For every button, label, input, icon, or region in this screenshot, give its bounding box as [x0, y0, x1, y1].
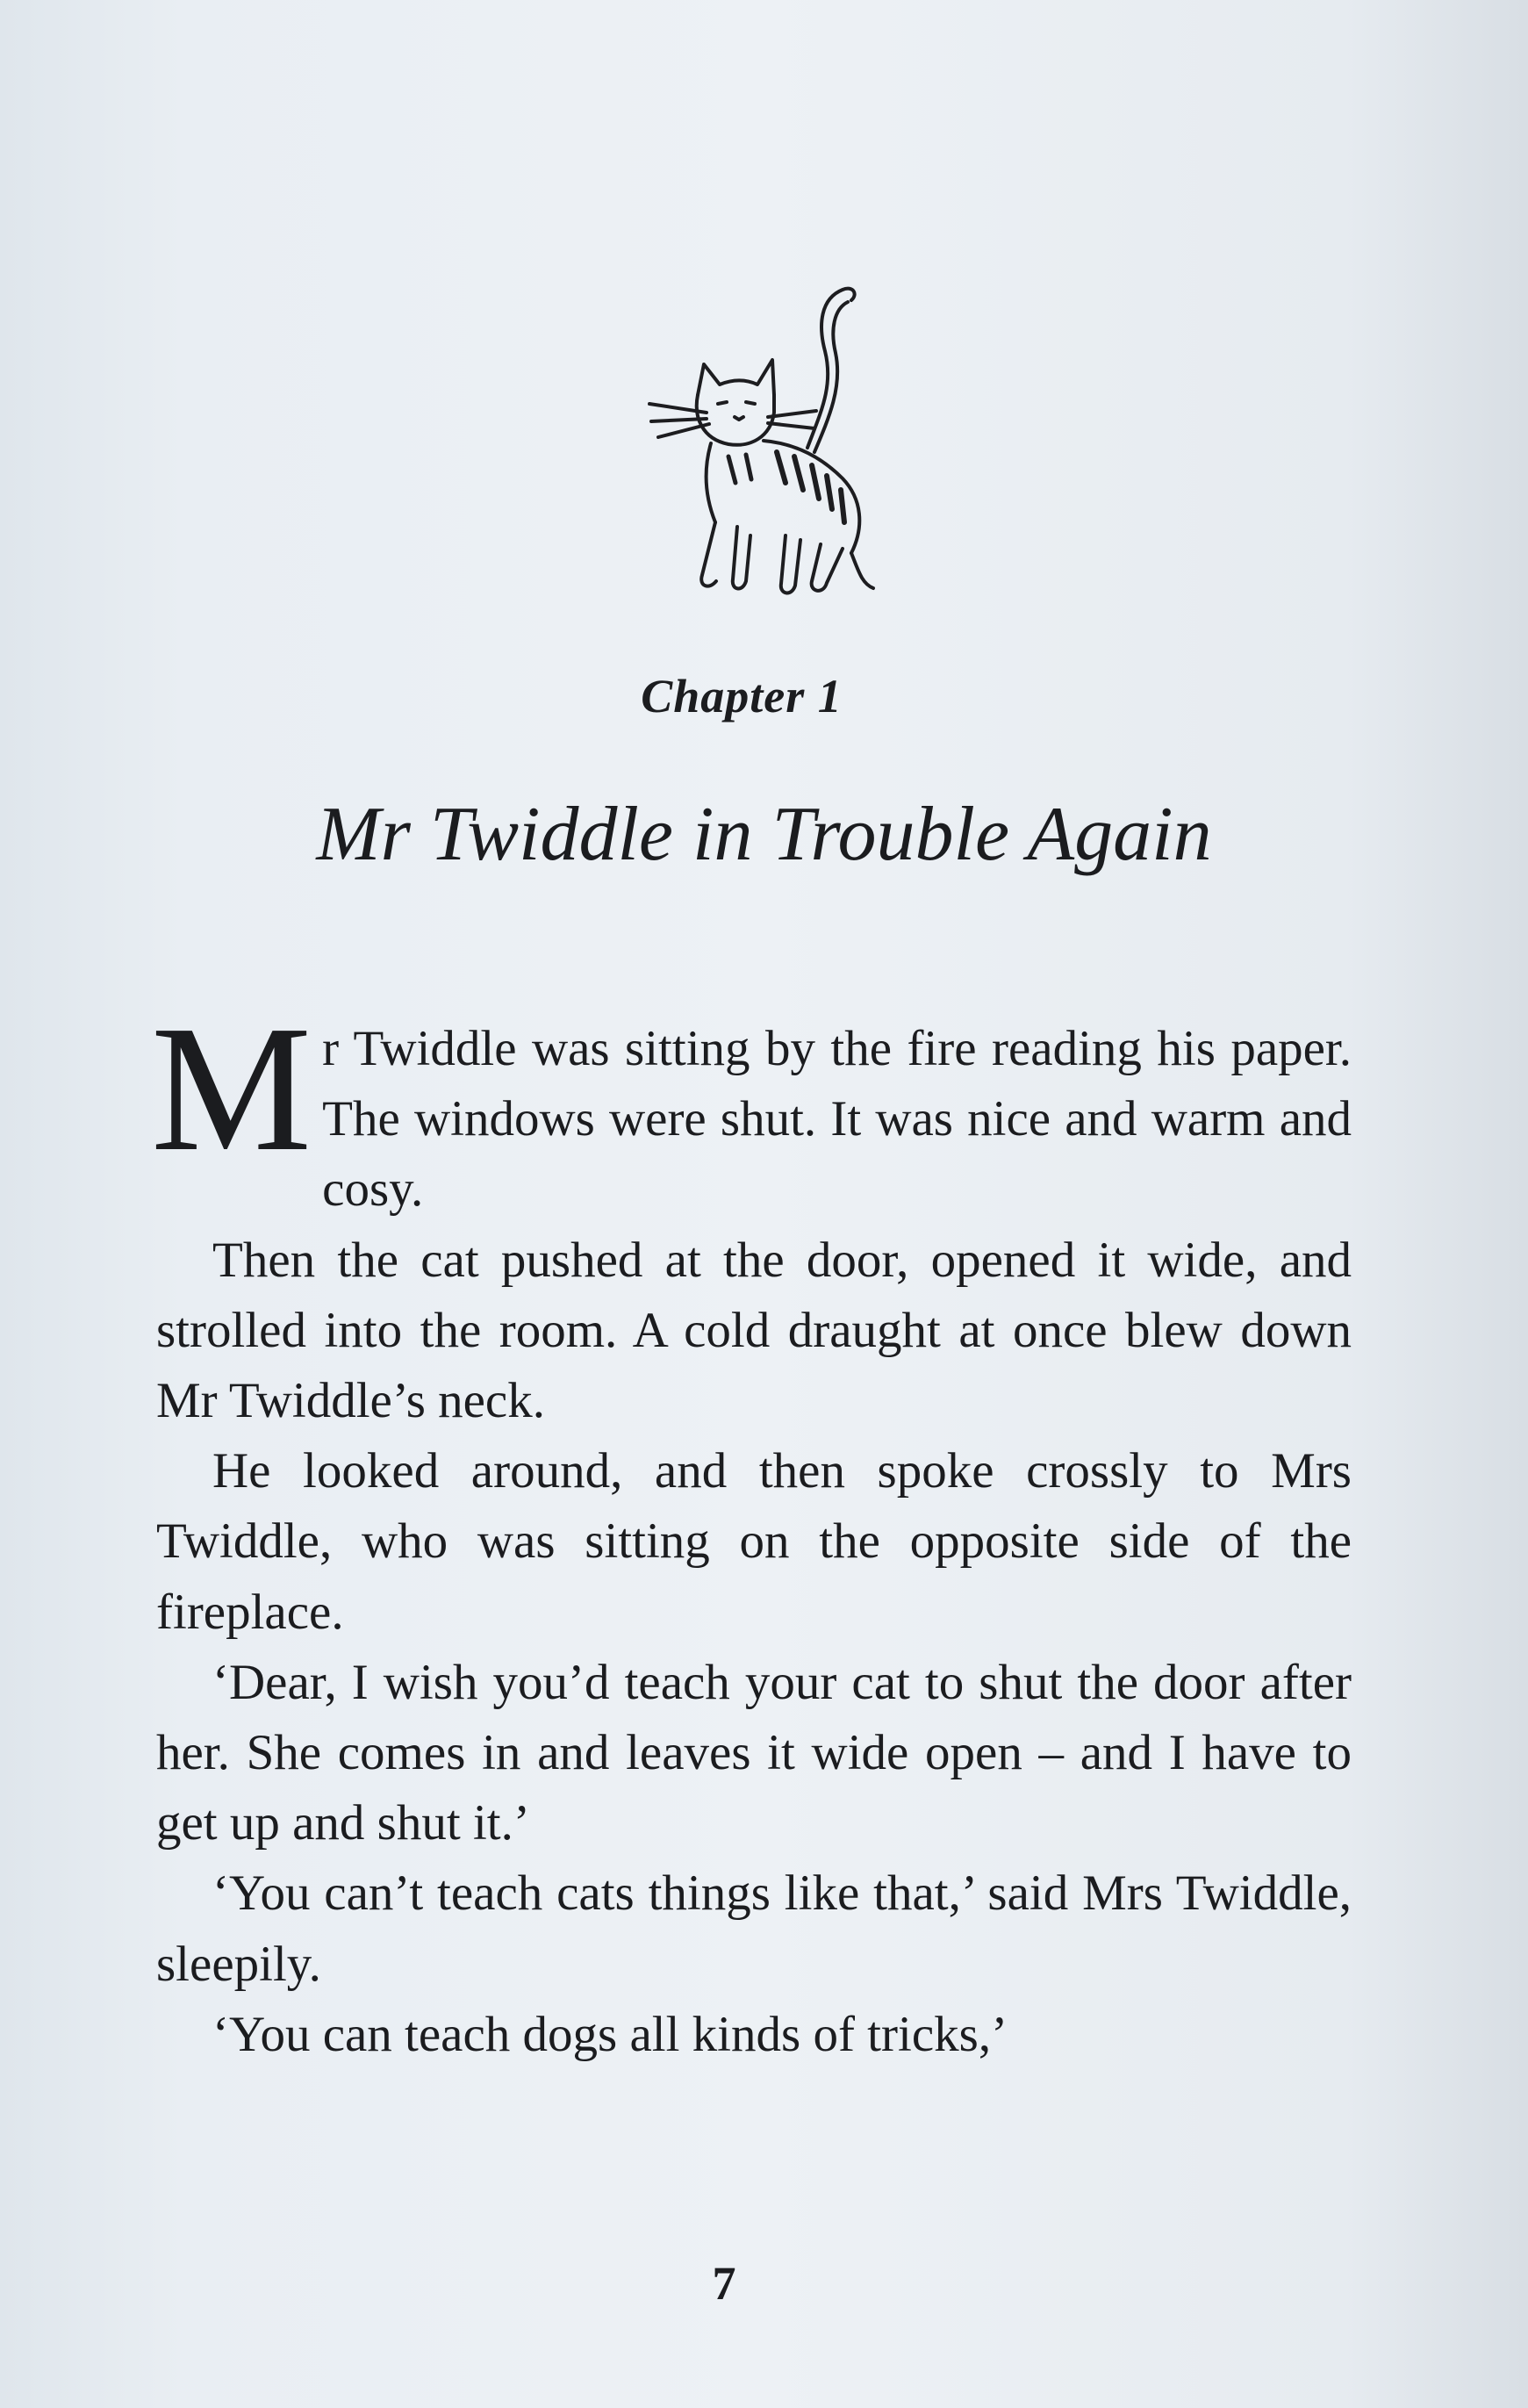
paragraph-5: ‘You can’t teach cats things like that,’ said Mrs Twiddle, sleepily. [156, 1865, 1352, 1992]
page-number: 7 [712, 2257, 736, 2310]
body-text [151, 988, 1352, 2070]
paragraph-3: He looked around, and then spoke crossly to Mrs Twiddle, who was sitting on the opposite side of the fireplace. [156, 1443, 1352, 1640]
cat-icon [632, 272, 895, 615]
paragraph-6: ‘You can teach dogs all kinds of tricks,’ [212, 2006, 1008, 2062]
chapter-title: Mr Twiddle in Trouble Again [316, 792, 1212, 877]
paragraph-2: Then the cat pushed at the door, opened it wide, and strolled into the room. A cold draught at once blew down Mr Twiddle’s neck. [156, 1232, 1352, 1429]
chapter-label: Chapter 1 [641, 670, 843, 722]
drop-cap: M [151, 988, 312, 1189]
paragraph-1-text: r Twiddle was sitting by the fire reading his paper. The windows were shut. It was nice and warm and cosy. [322, 1021, 1352, 1218]
paragraph-4: ‘Dear, I wish you’d teach your cat to shut the door after her. She comes in and leaves it wide open – and I have to get up and shut it.’ [156, 1654, 1352, 1851]
paragraph-1 [151, 988, 1352, 1226]
